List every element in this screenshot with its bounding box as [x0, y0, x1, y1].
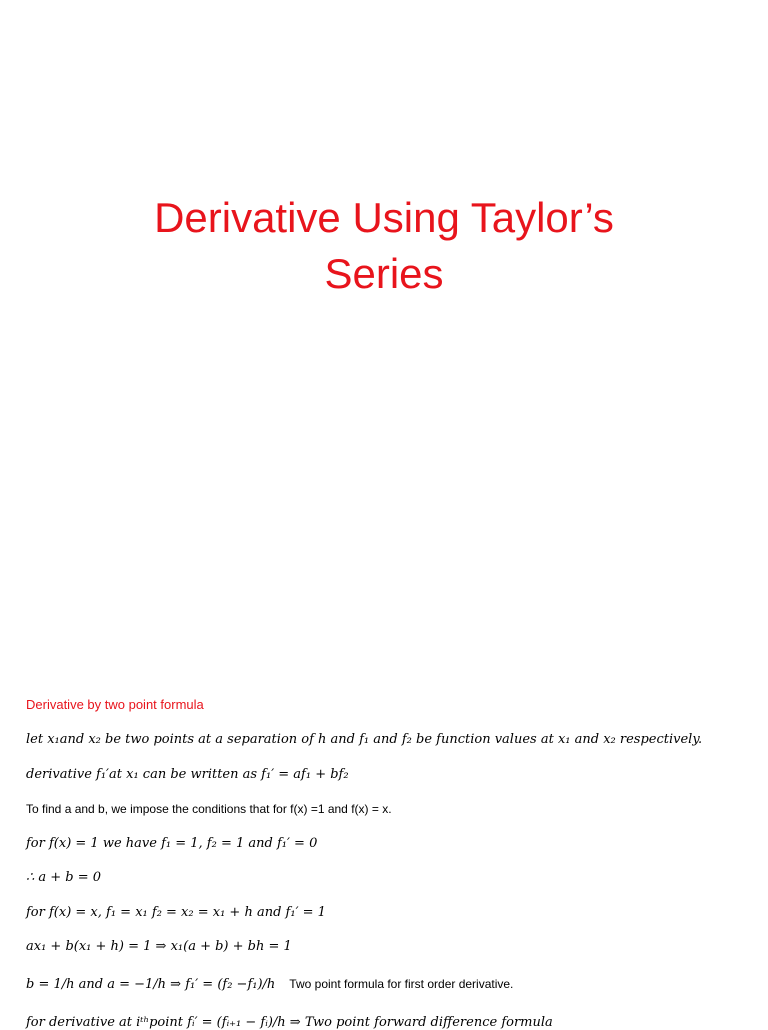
equation-line: derivative f₁′at x₁ can be written as f₁′ = af₁ + bf₂ [26, 767, 349, 782]
equation-line: let x₁and x₂ be two points at a separation of h and f₁ and f₂ be function values at x₁ and x₂ respectively. [26, 732, 703, 747]
formula-note: Two point formula for first order derivative. [289, 977, 514, 991]
equation-text: b = 1/h and a = −1/h ⇒ f₁′ = (f₂ −f₁)/h [26, 977, 276, 992]
title-line-2: Series [324, 250, 444, 297]
equation-line: for derivative at iᵗʰpoint fᵢ′ = (fᵢ₊₁ − fᵢ)/h ⇒ Two point forward difference formula [26, 1015, 553, 1030]
text-line: To find a and b, we impose the conditions that for f(x) =1 and f(x) = x. [26, 802, 392, 816]
title-line-1: Derivative Using Taylor’s [154, 194, 614, 241]
equation-line: ∴ a + b = 0 [26, 870, 102, 885]
equation-line: ax₁ + b(x₁ + h) = 1 ⇒ x₁(a + b) + bh = 1 [26, 939, 292, 954]
slide-title [0, 190, 768, 302]
section-heading: Derivative by two point formula [26, 697, 204, 712]
equation-line: for f(x) = x, f₁ = x₁ f₂ = x₂ = x₁ + h and f₁′ = 1 [26, 905, 326, 920]
equation-line-with-note [26, 977, 513, 992]
content-slide [0, 640, 768, 1030]
equation-line: for f(x) = 1 we have f₁ = 1, f₂ = 1 and f₁′ = 0 [26, 836, 318, 851]
